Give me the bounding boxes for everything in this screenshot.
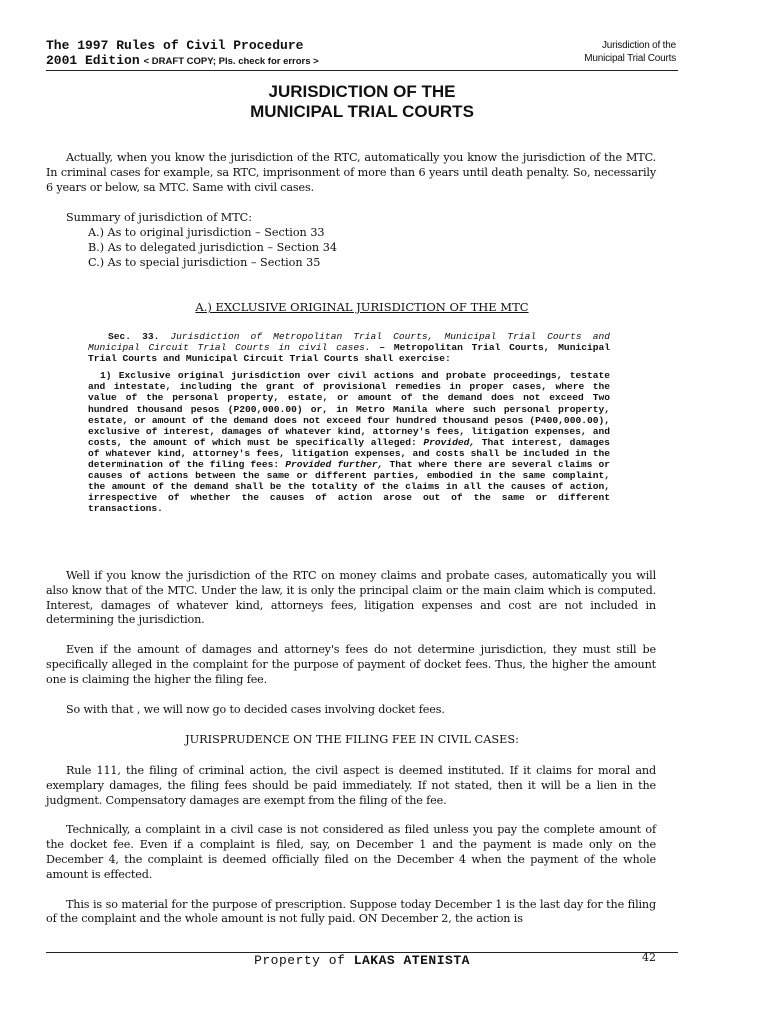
summary-item: A.) As to original jurisdiction – Section 33 [88,226,325,239]
body-paragraph: Well if you know the jurisdiction of the RTC on money claims and probate cases, automatically you will also know that of the MTC. Under the law, it is only the principal claim or the main claim which is computed. Interest, damages of whatever kind, attorneys fees, litigation expenses and cost are not included in determining the jurisdiction. [46,569,656,627]
chapter-title-line1: JURISDICTION OF THE [268,82,456,101]
book-title: The 1997 Rules of Civil Procedure [46,38,304,53]
proviso-label: Provided further, [285,459,384,471]
edition: 2001 Edition [46,53,140,68]
body-paragraph: Rule 111, the filing of criminal action, the civil aspect is deemed instituted. If it claims for moral and exemplary damages, the filing fees should be paid immediately. If not stated, then it will be a lien in the judgment. Compensatory damages are exempt from the filing of the fee. [46,764,656,807]
summary-heading: Summary of jurisdiction of MTC: [66,211,253,224]
page-number: 42 [642,951,656,964]
statute-clause: That where there are several claims or causes of actions between the same or different parties, embodied in the same complaint, the amount of the demand shall be the totality of the claims in all the causes of action, irrespective of whether the causes of action arose out of the same or different transactions. [88,459,611,515]
body-paragraph: So with that , we will now go to decided cases involving docket fees. [66,702,445,716]
page-footer [46,953,678,969]
jurisprudence-section [46,764,656,927]
statute-clause: 1) Exclusive original jurisdiction over civil actions and probate proceedings, testate and intestate, including the grant of provisional remedies in proper cases, where the value of the personal property, estate, or amount of the demand does not exceed Two hundred thousand pesos (P200,000.00) or, in Metro Manila where such personal property, estate, or amount of the demand does not exceed four hundred thousand pesos (P400,000.00), exclusive of interest, damages of whatever kind, attorney's fees, litigation expenses, and costs, the amount of which must be specifically alleged: [88,370,610,448]
edition-line [46,53,319,69]
page-header [46,38,678,71]
statute-text [88,331,610,515]
running-title-line2: Municipal Trial Courts [584,53,676,64]
summary-list [66,210,337,270]
summary-item: B.) As to delegated jurisdiction – Section 34 [88,241,337,254]
chapter-title [46,82,678,122]
statute-paragraph-1 [88,370,610,514]
property-prefix: Property of [254,953,346,968]
summary-item: C.) As to special jurisdiction – Section 35 [88,256,321,269]
property-line [46,953,678,968]
statute-clause: That interest, damages of whatever kind, attorney's fees, litigation expenses, and costs shall be included in the determination of the filing fees: [88,436,610,471]
owner-name: LAKAS ATENISTA [353,953,470,968]
body-paragraph: Technically, a complaint in a civil case is not considered as filed unless you pay the complete amount of the docket fee. Even if a complaint is filed, say, on December 1 and the payment is made only on the December 4, the complaint is deemed officially filed on the December 4 when the payment of the whole amount is effected. [46,823,656,881]
running-title-line1: Jurisdiction of the [601,40,676,51]
intro-section [46,151,656,195]
body-paragraph: This is so material for the purpose of prescription. Suppose today December 1 is the last day for the filing of the complaint and the whole amount is not fully paid. ON December 2, the action is [46,897,656,926]
section-intro: – Metropolitan Trial Courts, Municipal Trial Courts and Municipal Circuit Trial Courts shall exercise: [88,342,610,365]
running-title [584,39,676,65]
section-heading: A.) EXCLUSIVE ORIGINAL JURISDICTION OF THE MTC [195,300,529,314]
intro-paragraph: Actually, when you know the jurisdiction of the RTC, automatically you know the jurisdiction of the MTC. In criminal cases for example, sa RTC, imprisonment of more than 6 years until death penalty. So, necessarily 6 years or below, sa MTC. Same with civil cases. [46,151,656,194]
draft-note: < DRAFT COPY; Pls. check for errors > [143,56,319,67]
header-book-info [46,38,319,69]
section-number: Sec. 33. [108,331,160,342]
body-paragraph: Even if the amount of damages and attorney's fees do not determine jurisdiction, they must still be specifically alleged in the complaint for the purpose of payment of docket fees. Thus, the higher the amount one is claiming the higher the filing fee. [46,643,656,686]
proviso-label: Provided, [423,436,476,448]
chapter-title-line2: MUNICIPAL TRIAL COURTS [250,102,474,121]
section-title: Jurisdiction of Metropolitan Trial Courts, Municipal Trial Courts and Municipal Circuit Trial Courts in civil cases. [88,331,611,354]
jurisprudence-heading: JURISPRUDENCE ON THE FILING FEE IN CIVIL CASES: [185,733,519,746]
statute-intro [88,331,610,364]
discussion-section [46,569,656,717]
